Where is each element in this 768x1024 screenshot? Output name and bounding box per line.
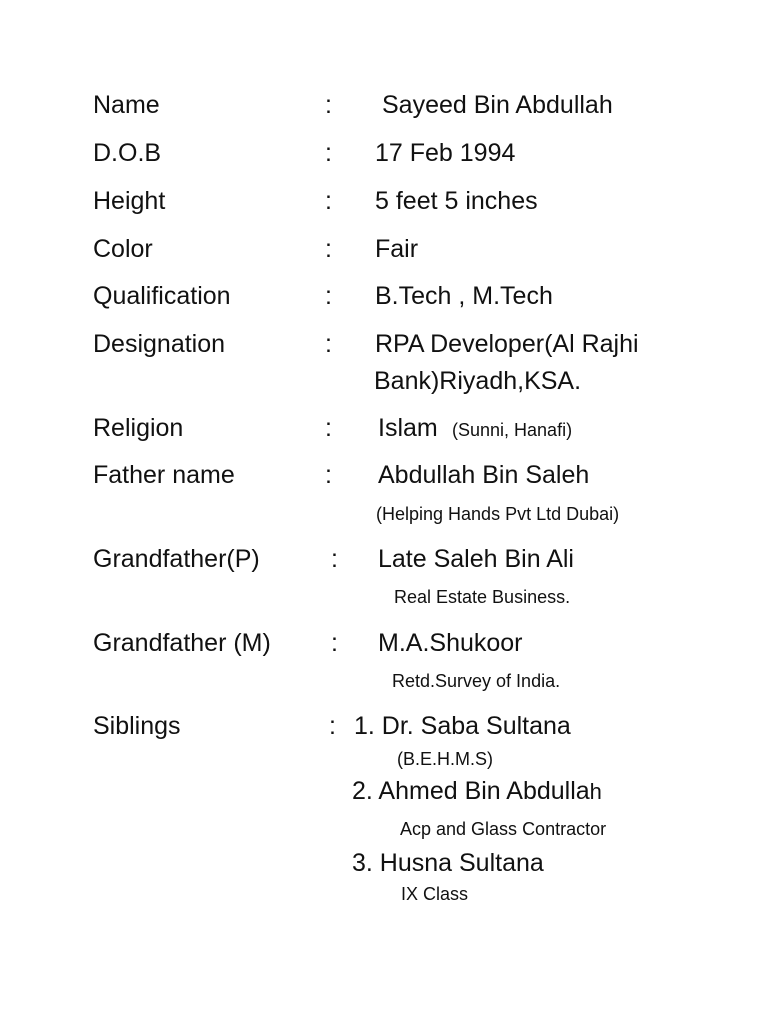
note-religion: (Sunni, Hanafi) (452, 420, 573, 440)
value-grandfather-p: Late Saleh Bin Ali (378, 545, 574, 573)
value-father: Abdullah Bin Saleh (378, 461, 590, 489)
colon-grandfather-p: : (331, 545, 338, 573)
value-religion: Islam (378, 414, 438, 442)
colon-siblings: : (329, 712, 336, 740)
colon-religion: : (325, 414, 332, 442)
sibling-1-name: 1. Dr. Saba Sultana (354, 712, 571, 740)
label-dob: D.O.B (93, 139, 162, 167)
label-religion: Religion (93, 414, 184, 442)
label-grandfather-p: Grandfather(P) (93, 545, 260, 573)
note-grandfather-p: Real Estate Business. (394, 587, 571, 607)
sibling-1-note: (B.E.H.M.S) (397, 749, 494, 769)
value-qualification: B.Tech , M.Tech (375, 282, 553, 310)
value-dob: 17 Feb 1994 (375, 139, 516, 167)
label-color: Color (93, 235, 153, 263)
colon-color: : (325, 235, 332, 263)
value-color: Fair (375, 235, 419, 263)
sibling-2-name-main: 2. Ahmed Bin Abdulla (352, 777, 590, 805)
note-grandfather-m: Retd.Survey of India. (392, 671, 561, 691)
colon-father: : (325, 461, 332, 489)
label-qualification: Qualification (93, 282, 231, 310)
colon-qualification: : (325, 282, 332, 310)
label-name: Name (93, 91, 160, 119)
colon-height: : (325, 187, 332, 215)
label-height: Height (93, 187, 166, 215)
value-grandfather-m: M.A.Shukoor (378, 629, 523, 657)
label-father: Father name (93, 461, 235, 489)
sibling-3-note: IX Class (401, 884, 469, 904)
sibling-3-name: 3. Husna Sultana (352, 849, 544, 877)
colon-dob: : (325, 139, 332, 167)
note-father: (Helping Hands Pvt Ltd Dubai) (376, 504, 620, 524)
colon-name: : (325, 91, 332, 119)
value-designation: RPA Developer(Al Rajhi (375, 330, 639, 358)
sibling-2-name (352, 779, 602, 804)
label-designation: Designation (93, 330, 226, 358)
label-siblings: Siblings (93, 712, 181, 740)
sibling-2-note: Acp and Glass Contractor (400, 819, 607, 839)
value-height: 5 feet 5 inches (375, 187, 538, 215)
sibling-2-name-tail: h (589, 779, 602, 804)
colon-designation: : (325, 330, 332, 358)
value-designation-line2: Bank)Riyadh,KSA. (374, 367, 582, 395)
value-name: Sayeed Bin Abdullah (382, 91, 613, 119)
colon-grandfather-m: : (331, 629, 338, 657)
label-grandfather-m: Grandfather (M) (93, 629, 271, 657)
